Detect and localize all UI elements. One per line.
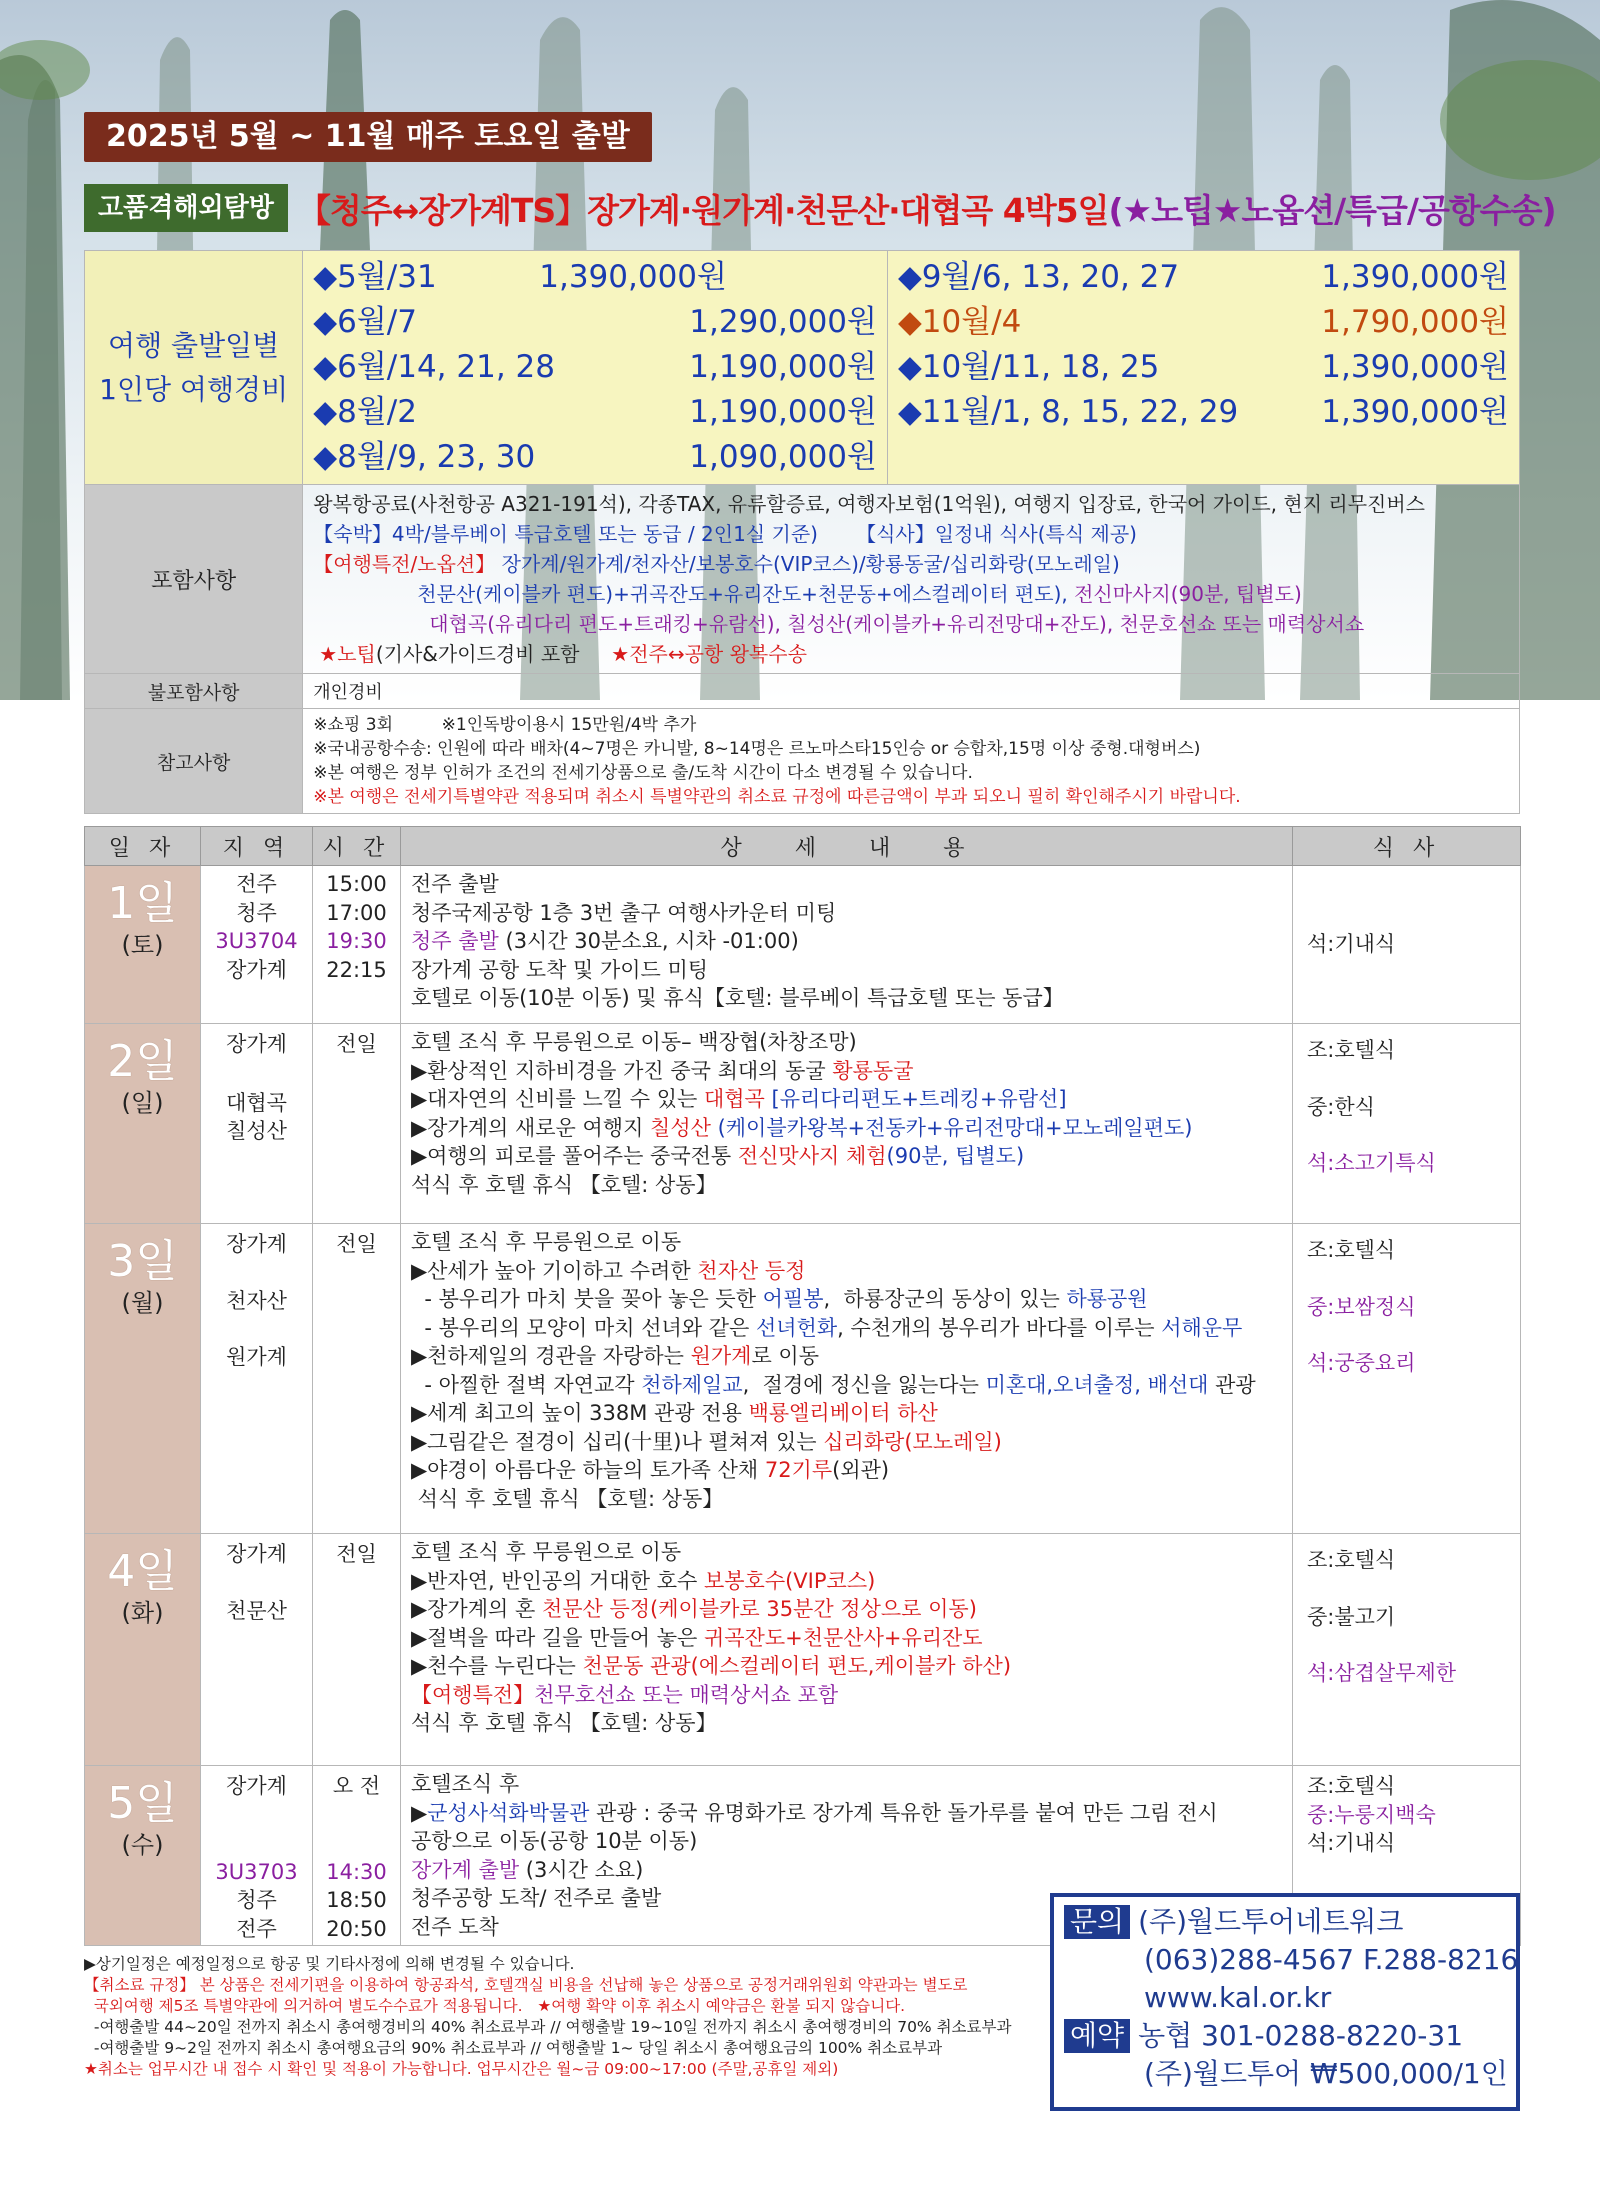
detail-line: 전주 출발	[411, 872, 499, 896]
time: 19:30	[326, 929, 387, 953]
price-date: ◆10월/11, 18, 25	[897, 349, 1160, 385]
price-item	[898, 255, 1509, 300]
note-business-hours: ★취소는 업무시간 내 접수 시 확인 및 적용이 가능합니다. 업무시간은 월~금 09:00~17:00 (주말,공휴일 제외)	[84, 2060, 839, 2078]
detail-highlight: 선녀헌화	[755, 1315, 838, 1340]
itinerary-table	[84, 826, 1521, 1946]
day-cell	[85, 1224, 201, 1534]
detail-line	[411, 1652, 1282, 1681]
time-cell	[313, 1224, 401, 1534]
detail-highlight: 청주 출발	[411, 929, 499, 953]
detail-text: ▶대자연의 신비를 느낄 수 있는	[411, 1087, 704, 1111]
reference-row	[85, 709, 1520, 814]
reference-label: 참고사항	[85, 709, 303, 814]
time: 20:50	[326, 1916, 387, 1941]
price-date: ◆8월/2	[313, 394, 417, 430]
day-number: 5일	[107, 1778, 178, 1829]
product-title-row	[84, 182, 1584, 234]
meal-cell	[1293, 1224, 1521, 1534]
price-amount: 1,390,000원	[539, 259, 727, 295]
detail-line	[411, 1595, 1282, 1624]
cancellation-notes	[84, 1954, 1044, 2080]
title-main: 장가계·원가계·천문산·대협곡 4박5일	[587, 190, 1109, 230]
detail-text: ▶천수를 누린다는	[411, 1654, 583, 1678]
region-cell	[201, 1224, 313, 1534]
included-line	[313, 609, 1509, 639]
included-line	[313, 519, 1509, 549]
region-cell	[201, 866, 313, 1024]
detail-line	[411, 1057, 1282, 1086]
detail-cell	[401, 866, 1293, 1024]
reference-line: ※본 여행은 정부 인허가 조건의 전세기상품으로 출/도착 시간이 다소 변경될 수 있습니다.	[313, 763, 973, 783]
meal: 중:한식	[1307, 1094, 1375, 1119]
price-date: ◆5월/31	[313, 259, 437, 295]
meal-cell	[1293, 1534, 1521, 1766]
day-weekday: (월)	[121, 1289, 164, 1317]
detail-text: ▶세계 최고의 높이 338M 관광 전용	[411, 1401, 749, 1425]
detail-cell	[401, 1224, 1293, 1534]
detail-highlight: 귀곡잔도+천문산사+유리잔도	[703, 1625, 983, 1650]
region: 청주	[236, 1888, 277, 1912]
detail-line: 공항으로 이동(공항 10분 이동)	[411, 1829, 698, 1853]
region: 장가계	[226, 1774, 287, 1798]
detail-cell	[401, 1534, 1293, 1766]
meal: 조:호텔식	[1307, 1238, 1396, 1262]
header-day: 일 자	[85, 827, 201, 866]
excluded-content: 개인경비	[303, 674, 1520, 709]
itinerary-day-1	[85, 866, 1521, 1024]
detail-text: , 하룡장군의 동상이 있는	[823, 1287, 1067, 1311]
note-line: -여행출발 44~20일 전까지 취소시 총여행경비의 40% 취소료부과 // 여행출발 19~10일 전까지 취소시 총여행경비의 70% 취소료부과	[84, 2018, 1012, 2036]
flight-number: 3U3703	[215, 1859, 298, 1884]
meal-cell	[1293, 866, 1521, 1024]
region: 원가계	[226, 1345, 287, 1369]
day-weekday: (토)	[121, 931, 164, 959]
price-item	[313, 255, 877, 300]
reference-line	[313, 713, 1509, 737]
price-right-column	[887, 251, 1519, 485]
note-line: -여행출발 9~2일 전까지 취소시 총여행요금의 90% 취소료부과 // 여행출발 1~ 당일 취소시 총여행요금의 100% 취소료부과	[84, 2039, 943, 2057]
detail-line: 장가계 공항 도착 및 가이드 미팅	[411, 957, 709, 982]
time: 18:50	[326, 1888, 387, 1912]
region: 대협곡	[226, 1090, 287, 1115]
excluded-label: 불포함사항	[85, 674, 303, 709]
detail-text: ▶그림같은 절경이 십리(十里)나 펼쳐져 있는	[411, 1429, 824, 1454]
detail-line	[411, 1314, 1282, 1343]
detail-option: (90분, 팁별도)	[886, 1144, 1025, 1168]
included-lodging: 【숙박】4박/블루베이 특급호텔 또는 동급 / 2인1실 기준)	[313, 522, 818, 546]
detail-line	[411, 1257, 1282, 1286]
reference-line: ※국내공항수송: 인원에 따라 배차(4~7명은 카니발, 8~14명은 르노마스타15인승 or 승합차,15명 이상 중형.대형버스)	[313, 739, 1201, 759]
detail-option: (케이블카왕복+전동카+유리전망대+모노레일편도)	[710, 1115, 1193, 1140]
meal: 석:기내식	[1307, 1831, 1396, 1855]
note-line: ▶상기일정은 예정일정으로 항공 및 기타사정에 의해 변경될 수 있습니다.	[84, 1955, 575, 1973]
region-cell	[201, 1766, 313, 1946]
detail-line: 호텔 조식 후 무릉원으로 이동	[411, 1230, 682, 1254]
detail-line: 청주공항 도착/ 전주로 출발	[411, 1886, 662, 1910]
detail-line	[411, 1856, 1282, 1885]
detail-highlight: 천하제일교	[641, 1372, 743, 1397]
detail-line: 석식 후 호텔 휴식 【호텔: 상동】	[411, 1711, 717, 1735]
meal: 중:불고기	[1307, 1604, 1396, 1629]
time: 17:00	[326, 900, 387, 925]
price-amount: 1,290,000원	[689, 304, 877, 340]
included-line: 왕복항공료(사천항공 A321-191석), 각종TAX, 유류할증료, 여행자보험(1억원), 여행지 입장료, 한국어 가이드, 현지 리무진버스	[313, 492, 1425, 516]
region: 청주	[236, 900, 277, 925]
detail-line	[411, 1342, 1282, 1371]
meal: 석:기내식	[1307, 932, 1396, 957]
price-amount: 1,390,000원	[1321, 394, 1509, 430]
note-line	[84, 1996, 1044, 2017]
title-options-b: /특급/공항수송)	[1334, 190, 1556, 230]
price-item	[898, 390, 1509, 435]
detail-text: ▶환상적인 지하비경을 가진 중국 최대의 동굴	[411, 1058, 833, 1083]
detail-line	[411, 1799, 1282, 1828]
deposit-amount: (주)월드투어 ₩500,000/1인	[1144, 2057, 1508, 2090]
detail-text: - 봉우리의 모양이 마치 선녀와 같은	[411, 1315, 756, 1340]
detail-text: ▶산세가 높아 기이하고 수려한	[411, 1258, 698, 1283]
flight-number: 3U3704	[215, 929, 298, 953]
contact-box	[1050, 1893, 1520, 2111]
included-content	[303, 485, 1520, 674]
detail-option: [유리다리편도+트레킹+유람선]	[764, 1087, 1067, 1111]
detail-line: 청주국제공항 1층 3번 출구 여행사카운터 미팅	[411, 900, 837, 925]
day-number: 1일	[107, 878, 178, 929]
detail-text: ▶천하제일의 경관을 자랑하는	[411, 1344, 691, 1368]
reference-warning: ※본 여행은 전세기특별약관 적용되며 취소시 특별약관의 취소료 규정에 따른금액이 부과 되오니 필히 확인해주시기 바랍니다.	[313, 787, 1241, 807]
time-cell	[313, 1534, 401, 1766]
detail-line: 석식 후 호텔 휴식 【호텔: 상동】	[411, 1486, 724, 1511]
detail-line	[411, 1114, 1282, 1143]
shopping-note: ※쇼핑 3회	[313, 715, 393, 735]
inquiry-tag: 문의	[1064, 1905, 1130, 1939]
meal: 석:소고기특식	[1307, 1151, 1436, 1175]
detail-highlight: 장가계 출발	[411, 1857, 520, 1882]
detail-text: ▶절벽을 따라 길을 만들어 놓은	[411, 1625, 704, 1650]
day-weekday: (화)	[121, 1599, 164, 1627]
itinerary-header	[85, 827, 1521, 866]
region: 천자산	[226, 1288, 287, 1313]
detail-highlight: 천자산 등정	[697, 1258, 806, 1283]
region: 장가계	[226, 1032, 287, 1056]
contact-bank-line	[1064, 2017, 1506, 2055]
price-row	[85, 251, 1520, 485]
included-row	[85, 485, 1520, 674]
detail-highlight: 전신맛사지 체험	[737, 1144, 887, 1168]
time: 22:15	[326, 957, 387, 982]
itinerary-day-3	[85, 1224, 1521, 1534]
detail-line	[411, 1428, 1282, 1457]
detail-cell	[401, 1024, 1293, 1224]
day-number: 2일	[107, 1036, 178, 1087]
price-item-peak	[898, 300, 1509, 345]
price-item	[313, 300, 877, 345]
detail-line	[411, 1142, 1282, 1171]
price-amount: 1,390,000원	[1321, 259, 1509, 295]
time: 전일	[336, 1232, 377, 1256]
region-cell	[201, 1534, 313, 1766]
detail-highlight: 서해운무	[1161, 1315, 1243, 1340]
detail-line	[411, 1399, 1282, 1428]
detail-text: , 절경에 정신을 잃는다는	[742, 1372, 986, 1397]
detail-text: ▶	[411, 1800, 428, 1825]
detail-highlight: 72기루	[764, 1458, 833, 1482]
included-special-3: 대협곡(유리다리 편도+트래킹+유람선), 칠성산(케이블카+유리전망대+잔도),	[429, 612, 1114, 636]
title-options-a: (★노팁★노옵션	[1108, 190, 1335, 230]
detail-text: ▶장가계의 혼	[411, 1597, 542, 1621]
detail-highlight: 천문동 관광(에스컬레이터 편도,케이블카 하산)	[582, 1654, 1012, 1678]
price-date: ◆11월/1, 8, 15, 22, 29	[897, 394, 1239, 430]
price-amount: 1,390,000원	[1321, 349, 1509, 385]
price-label-line1: 여행 출발일별	[108, 328, 280, 362]
time: 전일	[336, 1542, 377, 1566]
meal: 석:삼겹살무제한	[1307, 1661, 1457, 1685]
price-label-line2: 1인당 여행경비	[99, 372, 289, 406]
detail-highlight: 대협곡	[703, 1087, 765, 1111]
price-item	[898, 345, 1509, 390]
time-cell	[313, 866, 401, 1024]
detail-text: ▶반자연, 반인공의 거대한 호수	[411, 1568, 704, 1593]
region-cell	[201, 1024, 313, 1224]
price-amount: 1,190,000원	[689, 349, 877, 385]
price-item	[313, 345, 877, 390]
detail-line	[411, 1285, 1282, 1314]
detail-line	[411, 1371, 1282, 1400]
premium-tour-tag: 고품격해외탐방	[84, 184, 288, 232]
detail-highlight: 미혼대,오녀출정, 배선대	[985, 1372, 1209, 1397]
detail-highlight: 하룡공원	[1066, 1287, 1148, 1311]
detail-text: 관광 : 중국 유명화가로 장가계 특유한 돌가루를 붙여 만든 그림 전시	[589, 1800, 1218, 1825]
region: 칠성산	[226, 1119, 287, 1143]
product-title	[298, 185, 1556, 232]
included-line	[313, 639, 1509, 669]
airport-transfer: ★전주↔공항 왕복수송	[611, 642, 807, 666]
title-route: 【청주↔장가계TS】	[297, 190, 588, 230]
included-show: 천문호선쇼 또는 매력상서쇼	[1119, 612, 1365, 636]
departure-date-banner: 2025년 5월 ~ 11월 매주 토요일 출발	[84, 112, 652, 162]
meal: 조:호텔식	[1307, 1774, 1396, 1798]
detail-line: 석식 후 호텔 휴식 【호텔: 상동】	[411, 1172, 717, 1197]
included-massage: 전신마사지(90분, 팁별도)	[1074, 582, 1302, 606]
detail-text: (3시간 30분소요, 시차 -01:00)	[498, 929, 799, 953]
detail-highlight: 십리화랑(모노레일)	[823, 1429, 1002, 1454]
note-deposit: ★여행 확약 이후 취소시 예약금은 환불 되지 않습니다.	[522, 1997, 906, 2015]
header-meals: 식 사	[1293, 827, 1521, 866]
no-tip-label: ★노팁	[319, 642, 376, 666]
meal: 조:호텔식	[1307, 1548, 1396, 1572]
included-special-title: 【여행특전/노옵션】	[313, 552, 496, 576]
detail-highlight: 천무호선쇼 또는 매력상서쇼 포함	[534, 1682, 839, 1707]
detail-text: (외관)	[832, 1458, 890, 1482]
detail-highlight: 군성사석화박물관	[427, 1800, 590, 1825]
day-cell	[85, 1024, 201, 1224]
meal: 중:보쌈정식	[1307, 1294, 1416, 1319]
note-cancel-policy: 【취소료 규정】 본 상품은 전세기편을 이용하여 항공좌석, 호텔객실 비용을 선납해 놓은 상품으로 공정거래위원회 약관과는 별도로	[84, 1976, 968, 1994]
time: 14:30	[326, 1859, 387, 1884]
detail-highlight: 천문산 등정(케이블카로 35분간 정상으로 이동)	[541, 1597, 977, 1621]
region: 장가계	[226, 1232, 287, 1256]
detail-highlight: 보봉호수(VIP코스)	[703, 1568, 876, 1593]
header-region: 지 역	[201, 827, 313, 866]
included-special-2: 천문산(케이블카 편도)+귀곡잔도+유리잔도+천문동+에스컬레이터 편도),	[417, 582, 1068, 606]
detail-text: ▶장가계의 새로운 여행지	[411, 1115, 651, 1140]
company-name: (주)월드투어네트워크	[1138, 1905, 1404, 1938]
time-cell	[313, 1766, 401, 1946]
meal: 석:궁중요리	[1307, 1351, 1416, 1375]
price-date: ◆8월/9, 23, 30	[313, 439, 536, 475]
detail-highlight: 백룡엘리베이터 하산	[748, 1401, 938, 1425]
detail-line: 호텔 조식 후 무릉원으로 이동– 백장협(차창조망)	[411, 1030, 857, 1054]
price-date: ◆6월/14, 21, 28	[313, 349, 555, 385]
price-date: ◆6월/7	[313, 304, 417, 340]
info-table	[84, 250, 1520, 814]
detail-line	[411, 1624, 1282, 1653]
price-amount: 1,090,000원	[689, 439, 877, 475]
price-item	[313, 390, 877, 435]
detail-line: 호텔조식 후	[411, 1772, 520, 1796]
detail-highlight: 칠성산	[650, 1115, 711, 1140]
included-line	[313, 549, 1509, 579]
detail-line: 호텔로 이동(10분 이동) 및 휴식【호텔: 블루베이 특급호텔 또는 동급】	[411, 986, 1064, 1010]
detail-line	[411, 927, 1282, 956]
header-time: 시 간	[313, 827, 401, 866]
detail-highlight: 어필봉	[762, 1287, 824, 1311]
detail-text: (3시간 소요)	[519, 1857, 644, 1882]
excluded-row	[85, 674, 1520, 709]
region: 천문산	[226, 1598, 287, 1623]
price-amount: 1,790,000원	[1321, 304, 1509, 340]
time: 오 전	[332, 1774, 381, 1798]
no-tip-detail: (기사&가이드경비 포함	[375, 642, 580, 666]
price-item	[313, 435, 877, 480]
day-number: 4일	[107, 1546, 178, 1597]
price-label-cell	[85, 251, 303, 485]
detail-text: ▶야경이 아름다운 하늘의 토가족 산채	[411, 1458, 765, 1482]
time: 15:00	[326, 872, 387, 896]
meal: 조:호텔식	[1307, 1038, 1396, 1062]
reference-content	[303, 709, 1520, 814]
region: 장가계	[226, 957, 287, 982]
time-cell	[313, 1024, 401, 1224]
detail-highlight: 원가계	[690, 1344, 752, 1368]
detail-line	[411, 1085, 1282, 1114]
detail-text: 로 이동	[751, 1344, 820, 1368]
time: 전일	[336, 1032, 377, 1056]
day-weekday: (수)	[121, 1831, 164, 1859]
day-cell	[85, 1766, 201, 1946]
meal-cell	[1293, 1024, 1521, 1224]
day-number: 3일	[107, 1236, 178, 1287]
detail-line	[411, 1567, 1282, 1596]
included-special-1: 장가계/원가계/천자산/보봉호수(VIP코스)/황룡동굴/십리화랑(모노레일)	[501, 552, 1120, 576]
detail-text: 관광	[1208, 1372, 1256, 1397]
detail-line: 전주 도착	[411, 1914, 499, 1939]
included-line	[313, 579, 1509, 609]
detail-highlight: 황룡동굴	[832, 1058, 914, 1083]
detail-text: - 아찔한 절벽 자연교각	[411, 1372, 642, 1397]
day-cell	[85, 866, 201, 1024]
price-date: ◆9월/6, 13, 20, 27	[897, 259, 1180, 295]
detail-line	[411, 1681, 1282, 1710]
reserve-tag: 예약	[1064, 2019, 1130, 2053]
price-date: ◆10월/4	[897, 304, 1022, 340]
detail-line	[411, 1456, 1282, 1485]
itinerary-day-2	[85, 1024, 1521, 1224]
meal: 중:누룽지백숙	[1307, 1802, 1436, 1827]
included-label: 포함사항	[85, 485, 303, 674]
contact-website[interactable]: www.kal.or.kr	[1144, 1981, 1332, 2014]
detail-line: 호텔 조식 후 무릉원으로 이동	[411, 1540, 682, 1564]
detail-text: , 수천개의 봉우리가 바다를 이루는	[837, 1315, 1162, 1340]
region: 장가계	[226, 1542, 287, 1566]
region: 전주	[236, 1916, 277, 1941]
header-details: 상 세 내 용	[401, 827, 1293, 866]
price-left-column	[303, 251, 888, 485]
bank-account: 농협 301-0288-8220-31	[1138, 2019, 1464, 2052]
detail-highlight: 【여행특전】	[411, 1682, 535, 1707]
day-cell	[85, 1534, 201, 1766]
single-room-note: ※1인독방이용시 15만원/4박 추가	[441, 715, 697, 735]
note-text: 국외여행 제5조 특별약관에 의거하여 별도수수료가 적용됩니다.	[84, 1997, 523, 2015]
contact-phone[interactable]: (063)288-4567 F.288-8216	[1144, 1943, 1519, 1976]
contact-company-line	[1064, 1903, 1506, 1941]
included-meals: 【식사】일정내 식사(특식 제공)	[856, 522, 1137, 546]
itinerary-day-4	[85, 1534, 1521, 1766]
region: 전주	[236, 872, 277, 896]
detail-text: - 봉우리가 마치 붓을 꽂아 놓은 듯한	[411, 1287, 763, 1311]
day-weekday: (일)	[121, 1089, 164, 1117]
detail-text: ▶여행의 피로를 풀어주는 중국전통	[411, 1144, 738, 1168]
price-amount: 1,190,000원	[689, 394, 877, 430]
